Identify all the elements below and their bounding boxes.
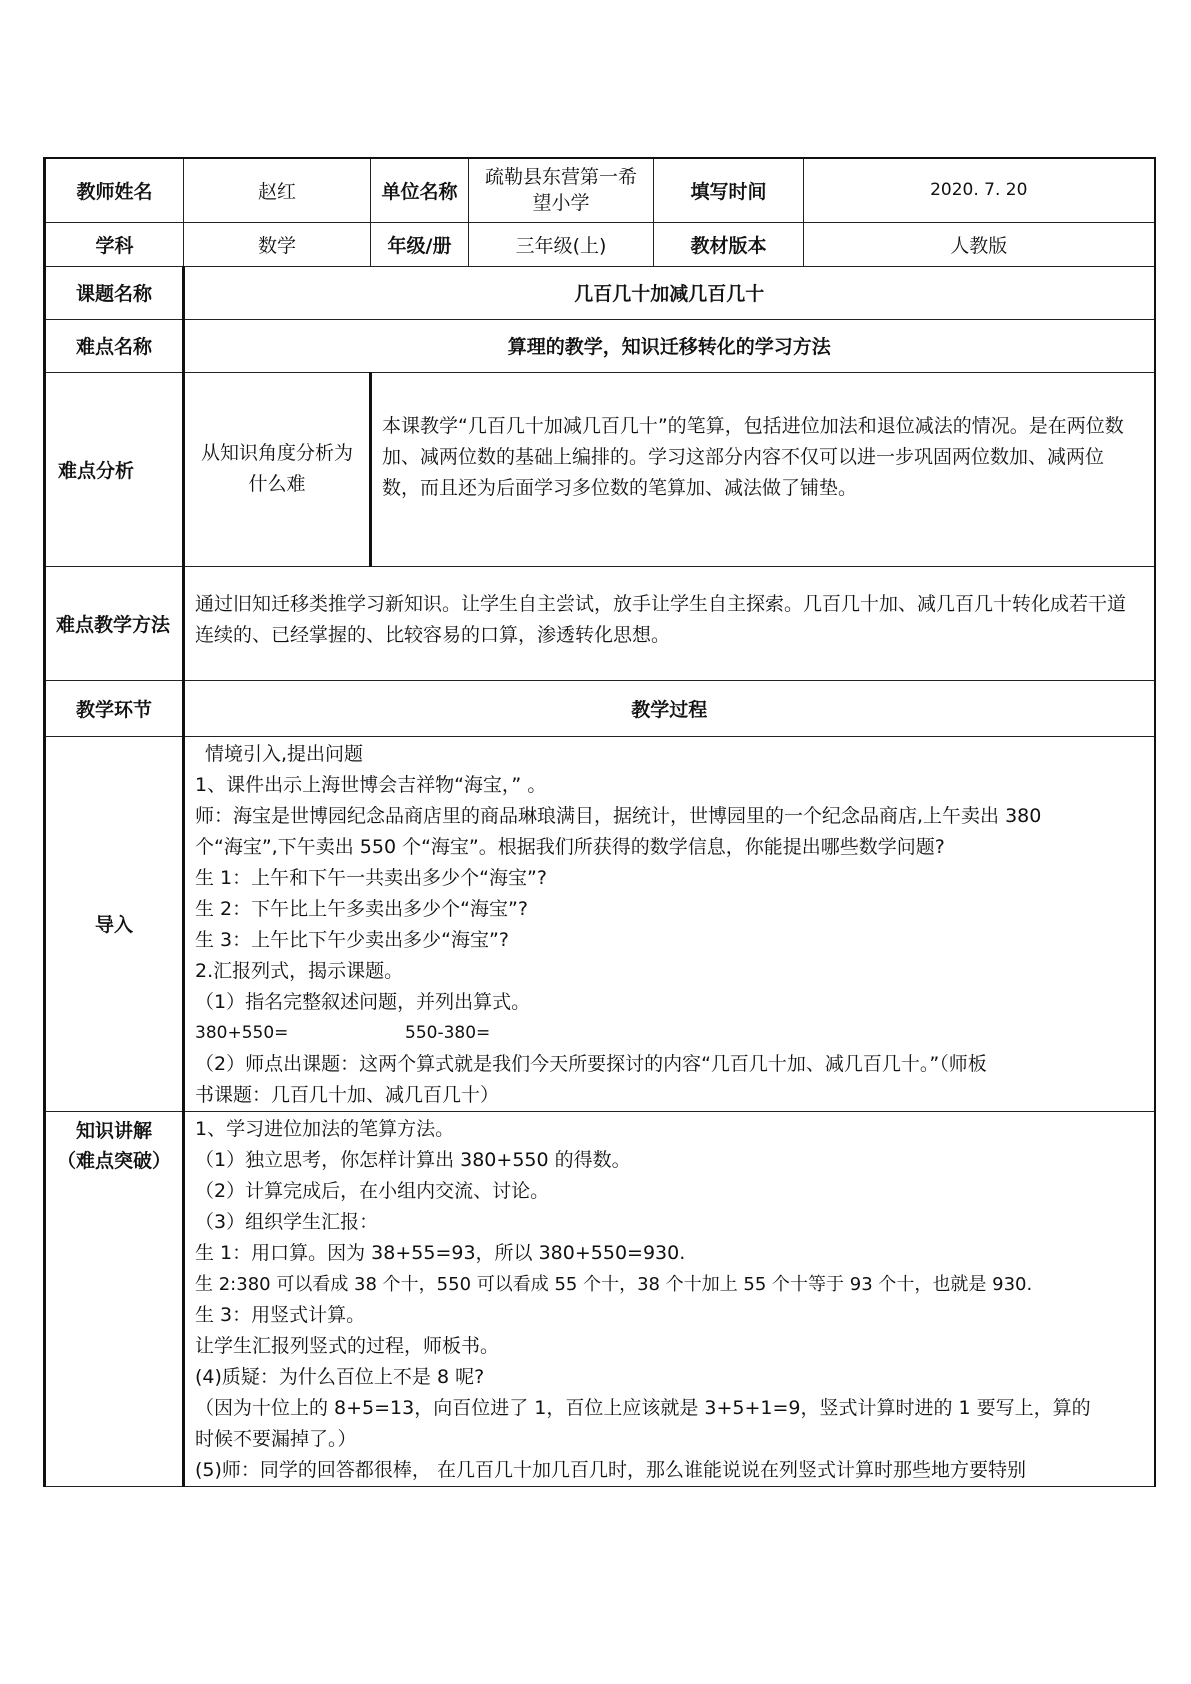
- edition-value: 人教版: [804, 222, 1155, 266]
- intro-line: 个“海宝”,下午卖出 550 个“海宝”。根据我们所获得的数学信息，你能提出哪些数学问题?: [195, 835, 945, 858]
- subject-value: 数学: [184, 222, 371, 266]
- topic-value: 几百几十加减几百几十: [184, 266, 1155, 319]
- header-row-2: [45, 222, 1155, 266]
- knowledge-line: 让学生汇报列竖式的过程，师板书。: [195, 1334, 500, 1357]
- edition-label: 教材版本: [654, 222, 804, 266]
- formula-addition: 380+550=: [195, 1022, 289, 1043]
- analysis-row: [45, 372, 1155, 566]
- knowledge-label-line-2: （难点突破）: [56, 1149, 171, 1172]
- knowledge-line: 时候不要漏掉了。）: [195, 1427, 357, 1450]
- method-row: [45, 566, 1155, 680]
- process-label: 教学过程: [184, 680, 1155, 736]
- unit-name-label: 单位名称: [371, 158, 469, 222]
- unit-name-line-2: 望小学: [532, 192, 590, 215]
- teacher-name-label: 教师姓名: [45, 158, 184, 222]
- intro-line: 生 1：上午和下午一共卖出多少个“海宝”?: [195, 866, 547, 889]
- intro-line: 情境引入,提出问题: [205, 742, 364, 765]
- knowledge-line: （3）组织学生汇报：: [195, 1210, 379, 1233]
- knowledge-label: [45, 1111, 184, 1486]
- knowledge-label-line-1: 知识讲解: [75, 1119, 152, 1142]
- formula-subtraction: 550-380=: [405, 1022, 491, 1043]
- intro-line: （1）指名完整叙述问题，并列出算式。: [195, 990, 531, 1013]
- analysis-sub-label-line-2: 什么难: [248, 473, 306, 495]
- intro-label: 导入: [45, 736, 184, 1111]
- knowledge-line: （2）计算完成后，在小组内交流、讨论。: [195, 1179, 550, 1202]
- topic-row: [45, 266, 1155, 319]
- difficulty-value: 算理的教学，知识迁移转化的学习方法: [184, 319, 1155, 372]
- difficulty-label: 难点名称: [45, 319, 184, 372]
- knowledge-row: [45, 1111, 1155, 1486]
- intro-line: 书课题：几百几十加、减几百几十）: [195, 1083, 500, 1106]
- knowledge-line: 生 3：用竖式计算。: [195, 1303, 366, 1326]
- subject-label: 学科: [45, 222, 184, 266]
- method-text-cell: [184, 566, 1155, 680]
- fill-date-value: 2020. 7. 20: [804, 158, 1155, 222]
- intro-line: 1、课件出示上海世博会吉祥物“海宝，” 。: [195, 773, 547, 796]
- knowledge-line: (4)质疑：为什么百位上不是 8 呢?: [195, 1365, 485, 1388]
- intro-line: 2.汇报列式，揭示课题。: [195, 959, 404, 982]
- difficulty-row: [45, 319, 1155, 372]
- knowledge-line: 1、学习进位加法的笔算方法。: [195, 1117, 455, 1140]
- analysis-sub-label: [184, 372, 371, 566]
- intro-formulas: [195, 1018, 1146, 1049]
- analysis-label: 难点分析: [45, 372, 184, 566]
- analysis-text-cell: [371, 372, 1155, 566]
- intro-line: 师：海宝是世博园纪念品商店里的商品琳琅满目，据统计，世博园里的一个纪念品商店,上午卖出 380: [195, 804, 1042, 827]
- knowledge-line: （1）独立思考，你怎样计算出 380+550 的得数。: [195, 1148, 631, 1171]
- intro-content: [184, 736, 1155, 1111]
- process-step-label: 教学环节: [45, 680, 184, 736]
- method-text: 通过旧知迁移类推学习新知识。让学生自主尝试，放手让学生自主探索。几百几十加、减几百几十转化成若干道连续的、已经掌握的、比较容易的口算，渗透转化思想。: [195, 593, 1127, 646]
- teacher-name-value: 赵红: [184, 158, 371, 222]
- topic-label: 课题名称: [45, 266, 184, 319]
- lesson-plan-table: [43, 157, 1156, 1487]
- intro-line: 生 3：上午比下午少卖出多少“海宝”?: [195, 928, 509, 951]
- method-label: 难点教学方法: [45, 566, 184, 680]
- header-row-1: [45, 158, 1155, 222]
- unit-name-value: [469, 158, 654, 222]
- knowledge-content: [184, 1111, 1155, 1486]
- fill-date-label: 填写时间: [654, 158, 804, 222]
- knowledge-line: （因为十位上的 8+5=13，向百位进了 1，百位上应该就是 3+5+1=9，竖式计算时进的 1 要写上，算的: [195, 1396, 1091, 1419]
- intro-row: [45, 736, 1155, 1111]
- unit-name-line-1: 疏勒县东营第一希: [484, 166, 637, 189]
- knowledge-line: (5)师：同学的回答都很棒， 在几百几十加几百几时，那么谁能说说在列竖式计算时那些地方要特别: [195, 1458, 1026, 1481]
- knowledge-line: 生 2:380 可以看成 38 个十，550 可以看成 55 个十，38 个十加上 55 个十等于 93 个十，也就是 930.: [195, 1273, 1033, 1295]
- intro-line: 生 2：下午比上午多卖出多少个“海宝”?: [195, 897, 528, 920]
- grade-value: 三年级(上): [469, 222, 654, 266]
- intro-line: （2）师点出课题：这两个算式就是我们今天所要探讨的内容“几百几十加、减几百几十。”（师板: [195, 1052, 987, 1075]
- process-header-row: [45, 680, 1155, 736]
- grade-label: 年级/册: [371, 222, 469, 266]
- analysis-text: 本课教学“几百几十加减几百几十”的笔算，包括进位加法和退位减法的情况。是在两位数加、减两位数的基础上编排的。学习这部分内容不仅可以进一步巩固两位数加、减两位数，而且还为后面学习多位数的笔算加、减法做了铺垫。: [382, 414, 1124, 499]
- knowledge-line: 生 1：用口算。因为 38+55=93，所以 380+550=930.: [195, 1241, 686, 1264]
- analysis-sub-label-line-1: 从知识角度分析为: [200, 442, 353, 464]
